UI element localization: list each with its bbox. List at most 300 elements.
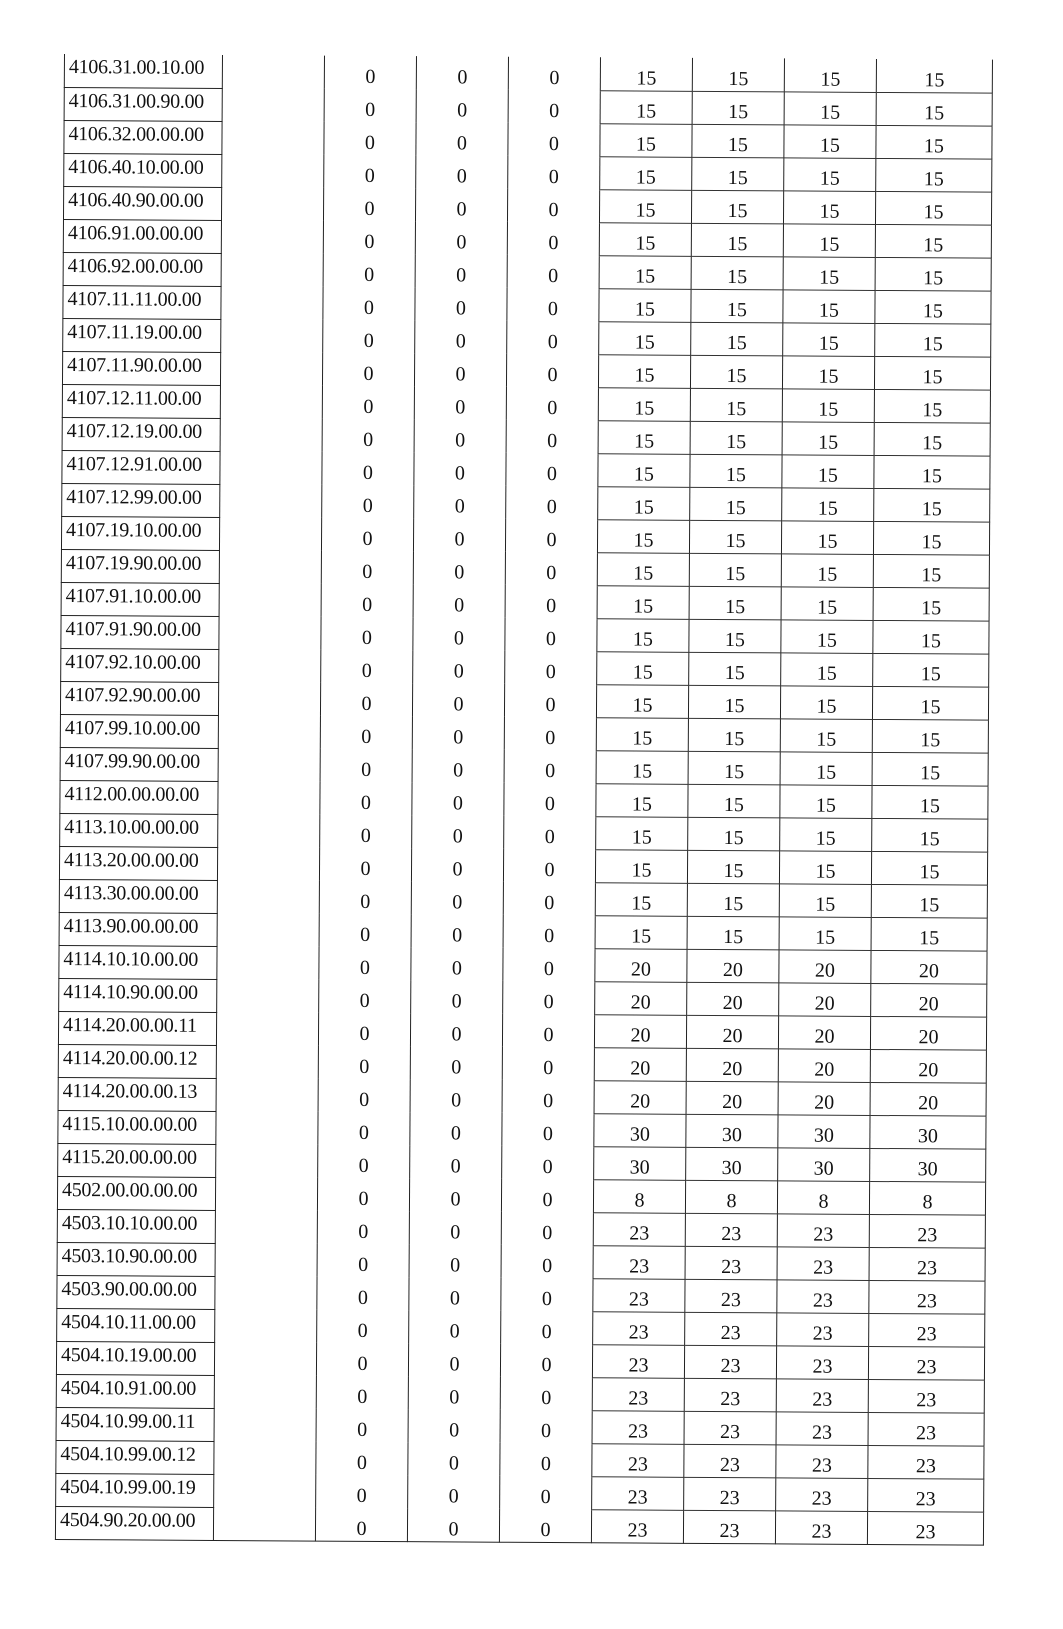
rate-cell-3: 0 — [502, 1113, 594, 1147]
rate-cell-4: 15 — [600, 57, 692, 91]
rate-cell-5: 15 — [690, 421, 782, 455]
rate-cell-1: 0 — [321, 650, 413, 684]
rate-cell-6: 15 — [783, 190, 875, 224]
rate-cell-2: 0 — [416, 89, 508, 123]
rate-cell-7: 15 — [876, 92, 992, 126]
rate-cell-2: 0 — [409, 1244, 501, 1278]
rate-cell-1: 0 — [317, 1244, 409, 1278]
rate-cell-3: 0 — [503, 948, 595, 982]
rate-cell-1: 0 — [323, 221, 415, 255]
rate-cell-5: 20 — [686, 1015, 778, 1049]
rate-cell-1: 0 — [324, 56, 416, 90]
rate-cell-6: 15 — [780, 817, 872, 851]
table-body — [55, 54, 992, 1545]
rate-cell-7: 15 — [875, 257, 991, 291]
rate-cell-1: 0 — [321, 584, 413, 618]
rate-cell-6: 15 — [783, 256, 875, 290]
rate-cell-1: 0 — [318, 1013, 410, 1047]
rate-cell-5: 15 — [687, 850, 779, 884]
rate-cell-4: 15 — [597, 519, 689, 553]
rate-cell-7: 15 — [873, 653, 989, 687]
tariff-code-cell: 4114.20.00.00.11 — [58, 1011, 216, 1045]
empty-cell — [218, 715, 320, 749]
rate-cell-4: 15 — [600, 123, 692, 157]
rate-cell-4: 15 — [595, 849, 687, 883]
tariff-code-cell: 4106.31.00.90.00 — [64, 87, 222, 121]
rate-cell-1: 0 — [316, 1343, 408, 1377]
rate-cell-6: 15 — [780, 784, 872, 818]
rate-cell-4: 15 — [598, 420, 690, 454]
tariff-code-cell: 4114.20.00.00.13 — [58, 1077, 216, 1111]
rate-cell-6: 20 — [778, 1015, 870, 1049]
table-row — [55, 1506, 983, 1545]
rate-cell-1: 0 — [317, 1211, 409, 1245]
empty-cell — [214, 1408, 316, 1442]
rate-cell-5: 23 — [685, 1213, 777, 1247]
rate-cell-1: 0 — [322, 386, 414, 420]
rate-cell-3: 0 — [504, 684, 596, 718]
rate-cell-5: 15 — [689, 553, 781, 587]
empty-cell — [218, 814, 320, 848]
rate-cell-2: 0 — [415, 188, 507, 222]
rate-cell-7: 23 — [868, 1379, 984, 1413]
tariff-code-cell: 4113.30.00.00.00 — [59, 879, 217, 913]
empty-cell — [215, 1210, 317, 1244]
rate-cell-7: 30 — [870, 1148, 986, 1182]
tariff-code-cell: 4504.90.20.00.00 — [55, 1506, 213, 1540]
rate-cell-6: 23 — [777, 1279, 869, 1313]
tariff-code-cell: 4107.91.10.00.00 — [61, 582, 219, 616]
rate-cell-1: 0 — [318, 1112, 410, 1146]
empty-cell — [216, 1045, 318, 1079]
empty-cell — [221, 220, 323, 254]
tariff-code-cell: 4114.10.10.00.00 — [59, 945, 217, 979]
empty-cell — [220, 385, 322, 419]
rate-cell-5: 15 — [687, 916, 779, 950]
rate-cell-4: 15 — [597, 618, 689, 652]
rate-cell-6: 15 — [781, 619, 873, 653]
rate-cell-6: 23 — [777, 1312, 869, 1346]
tariff-code-cell: 4504.10.91.00.00 — [56, 1374, 214, 1408]
rate-cell-2: 0 — [412, 749, 504, 783]
rate-cell-5: 20 — [687, 982, 779, 1016]
rate-cell-3: 0 — [506, 354, 598, 388]
rate-cell-3: 0 — [501, 1311, 593, 1345]
tariff-code-cell: 4107.12.99.00.00 — [62, 483, 220, 517]
rate-cell-2: 0 — [412, 716, 504, 750]
rate-cell-3: 0 — [503, 882, 595, 916]
empty-cell — [219, 517, 321, 551]
rate-cell-6: 15 — [783, 223, 875, 257]
rate-cell-4: 23 — [593, 1311, 685, 1345]
rate-cell-3: 0 — [507, 222, 599, 256]
empty-cell — [215, 1177, 317, 1211]
rate-cell-4: 15 — [599, 222, 691, 256]
rate-cell-4: 15 — [598, 354, 690, 388]
rate-cell-5: 8 — [685, 1180, 777, 1214]
rate-cell-6: 30 — [778, 1147, 870, 1181]
rate-cell-1: 0 — [323, 188, 415, 222]
rate-cell-7: 23 — [868, 1412, 984, 1446]
rate-cell-7: 23 — [868, 1346, 984, 1380]
empty-cell — [216, 1144, 318, 1178]
rate-cell-6: 15 — [780, 685, 872, 719]
rate-cell-3: 0 — [504, 717, 596, 751]
rate-cell-5: 30 — [686, 1147, 778, 1181]
tariff-code-cell: 4107.11.19.00.00 — [63, 318, 221, 352]
rate-cell-5: 15 — [692, 58, 784, 92]
tariff-code-cell: 4113.90.00.00.00 — [59, 912, 217, 946]
rate-cell-2: 0 — [415, 287, 507, 321]
rate-cell-3: 0 — [501, 1212, 593, 1246]
rate-cell-5: 15 — [690, 454, 782, 488]
rate-cell-4: 15 — [597, 585, 689, 619]
rate-cell-4: 20 — [594, 1047, 686, 1081]
empty-cell — [219, 616, 321, 650]
rate-cell-6: 15 — [783, 289, 875, 323]
rate-cell-6: 15 — [780, 718, 872, 752]
rate-cell-3: 0 — [504, 816, 596, 850]
empty-cell — [215, 1276, 317, 1310]
rate-cell-7: 30 — [870, 1115, 986, 1149]
tariff-code-cell: 4107.19.90.00.00 — [61, 549, 219, 583]
rate-cell-2: 0 — [414, 386, 506, 420]
rate-cell-7: 15 — [874, 488, 990, 522]
rate-cell-1: 0 — [319, 980, 411, 1014]
rate-cell-5: 30 — [686, 1114, 778, 1148]
rate-cell-2: 0 — [412, 815, 504, 849]
rate-cell-7: 15 — [873, 587, 989, 621]
rate-cell-2: 0 — [411, 914, 503, 948]
rate-cell-1: 0 — [320, 716, 412, 750]
rate-cell-7: 15 — [873, 620, 989, 654]
rate-cell-4: 15 — [598, 387, 690, 421]
rate-cell-7: 15 — [876, 158, 992, 192]
rate-cell-7: 15 — [873, 554, 989, 588]
rate-cell-3: 0 — [505, 519, 597, 553]
rate-cell-3: 0 — [507, 189, 599, 223]
rate-cell-6: 23 — [777, 1246, 869, 1280]
rate-cell-6: 8 — [777, 1180, 869, 1214]
tariff-code-cell: 4106.92.00.00.00 — [63, 252, 221, 286]
rate-cell-2: 0 — [410, 1046, 502, 1080]
rate-cell-2: 0 — [416, 56, 508, 90]
rate-cell-7: 15 — [874, 356, 990, 390]
rate-cell-1: 0 — [321, 551, 413, 585]
rate-cell-5: 23 — [684, 1411, 776, 1445]
rate-cell-5: 20 — [686, 1048, 778, 1082]
rate-cell-4: 15 — [600, 90, 692, 124]
rate-cell-4: 23 — [592, 1377, 684, 1411]
rate-cell-6: 15 — [782, 355, 874, 389]
tariff-code-cell: 4504.10.99.00.11 — [56, 1407, 214, 1441]
rate-cell-2: 0 — [413, 617, 505, 651]
rate-cell-1: 0 — [321, 518, 413, 552]
rate-cell-1: 0 — [323, 254, 415, 288]
rate-cell-3: 0 — [500, 1377, 592, 1411]
rate-cell-1: 0 — [319, 914, 411, 948]
rate-cell-4: 23 — [593, 1212, 685, 1246]
rate-cell-4: 23 — [592, 1443, 684, 1477]
rate-cell-6: 15 — [782, 421, 874, 455]
tariff-code-cell: 4107.92.10.00.00 — [61, 648, 219, 682]
rate-cell-6: 15 — [784, 58, 876, 92]
rate-cell-5: 15 — [688, 718, 780, 752]
rate-cell-4: 30 — [594, 1113, 686, 1147]
rate-cell-1: 0 — [318, 1145, 410, 1179]
rate-cell-4: 20 — [595, 948, 687, 982]
empty-cell — [215, 1243, 317, 1277]
rate-cell-7: 20 — [870, 1049, 986, 1083]
rate-cell-5: 15 — [688, 817, 780, 851]
rate-cell-6: 15 — [782, 388, 874, 422]
rate-cell-4: 15 — [599, 288, 691, 322]
rate-cell-1: 0 — [319, 881, 411, 915]
rate-cell-7: 15 — [871, 917, 987, 951]
rate-cell-6: 15 — [782, 454, 874, 488]
tariff-code-cell: 4115.10.00.00.00 — [58, 1110, 216, 1144]
tariff-code-cell: 4107.12.91.00.00 — [62, 450, 220, 484]
rate-cell-4: 23 — [593, 1245, 685, 1279]
rate-cell-7: 23 — [868, 1478, 984, 1512]
rate-cell-1: 0 — [320, 683, 412, 717]
rate-cell-6: 20 — [779, 949, 871, 983]
rate-cell-4: 15 — [596, 684, 688, 718]
rate-cell-2: 0 — [414, 419, 506, 453]
rate-cell-6: 15 — [781, 553, 873, 587]
rate-cell-2: 0 — [412, 683, 504, 717]
rate-cell-2: 0 — [415, 254, 507, 288]
empty-cell — [216, 1078, 318, 1112]
rate-cell-7: 20 — [871, 983, 987, 1017]
rate-cell-7: 20 — [870, 1016, 986, 1050]
rate-cell-7: 15 — [875, 290, 991, 324]
rate-cell-7: 15 — [874, 422, 990, 456]
rate-cell-6: 15 — [781, 586, 873, 620]
rate-cell-6: 15 — [779, 883, 871, 917]
rate-cell-5: 15 — [691, 190, 783, 224]
rate-cell-5: 23 — [685, 1279, 777, 1313]
rate-cell-2: 0 — [408, 1442, 500, 1476]
rate-cell-7: 20 — [870, 1082, 986, 1116]
rate-cell-2: 0 — [410, 1145, 502, 1179]
tariff-code-cell: 4107.12.11.00.00 — [62, 384, 220, 418]
rate-cell-5: 23 — [685, 1246, 777, 1280]
rate-cell-3: 0 — [508, 57, 600, 91]
rate-cell-3: 0 — [499, 1509, 591, 1543]
rate-cell-1: 0 — [320, 782, 412, 816]
rate-cell-1: 0 — [324, 155, 416, 189]
empty-cell — [214, 1342, 316, 1376]
rate-cell-2: 0 — [413, 584, 505, 618]
rate-cell-7: 8 — [869, 1181, 985, 1215]
rate-cell-7: 15 — [874, 389, 990, 423]
rate-cell-4: 20 — [595, 981, 687, 1015]
rate-cell-3: 0 — [500, 1410, 592, 1444]
rate-cell-7: 15 — [876, 125, 992, 159]
rate-cell-1: 0 — [316, 1475, 408, 1509]
tariff-code-cell: 4107.11.11.00.00 — [63, 285, 221, 319]
rate-cell-3: 0 — [503, 915, 595, 949]
rate-cell-7: 15 — [872, 686, 988, 720]
rate-cell-6: 15 — [779, 850, 871, 884]
empty-cell — [215, 1309, 317, 1343]
empty-cell — [221, 187, 323, 221]
tariff-code-cell: 4106.91.00.00.00 — [63, 219, 221, 253]
rate-cell-3: 0 — [504, 783, 596, 817]
empty-cell — [221, 253, 323, 287]
rate-cell-4: 15 — [596, 717, 688, 751]
empty-cell — [214, 1474, 316, 1508]
rate-cell-6: 15 — [780, 751, 872, 785]
rate-cell-6: 20 — [779, 982, 871, 1016]
rate-cell-1: 0 — [319, 848, 411, 882]
rate-cell-1: 0 — [322, 419, 414, 453]
rate-cell-3: 0 — [506, 420, 598, 454]
rate-cell-1: 0 — [315, 1508, 407, 1542]
tariff-code-cell: 4504.10.11.00.00 — [57, 1308, 215, 1342]
rate-cell-2: 0 — [409, 1310, 501, 1344]
rate-cell-2: 0 — [411, 881, 503, 915]
rate-cell-3: 0 — [508, 123, 600, 157]
rate-cell-5: 23 — [683, 1510, 775, 1544]
rate-cell-4: 15 — [598, 453, 690, 487]
rate-cell-5: 15 — [691, 289, 783, 323]
rate-cell-4: 23 — [592, 1410, 684, 1444]
rate-cell-5: 15 — [688, 784, 780, 818]
rate-cell-5: 15 — [690, 355, 782, 389]
rate-cell-2: 0 — [416, 122, 508, 156]
rate-cell-1: 0 — [322, 452, 414, 486]
rate-cell-1: 0 — [320, 815, 412, 849]
rate-cell-7: 23 — [868, 1445, 984, 1479]
rate-cell-2: 0 — [412, 782, 504, 816]
empty-cell — [222, 154, 324, 188]
rate-cell-5: 15 — [688, 751, 780, 785]
tariff-code-cell: 4503.90.00.00.00 — [57, 1275, 215, 1309]
rate-cell-6: 23 — [776, 1411, 868, 1445]
tariff-code-cell: 4107.91.90.00.00 — [61, 615, 219, 649]
rate-cell-1: 0 — [324, 122, 416, 156]
rate-cell-4: 15 — [595, 882, 687, 916]
rate-cell-6: 23 — [776, 1345, 868, 1379]
rate-cell-6: 20 — [778, 1048, 870, 1082]
rate-cell-2: 0 — [413, 518, 505, 552]
rate-cell-5: 15 — [692, 157, 784, 191]
rate-cell-1: 0 — [319, 947, 411, 981]
rate-cell-7: 15 — [872, 752, 988, 786]
rate-cell-7: 23 — [869, 1280, 985, 1314]
rate-cell-6: 15 — [781, 652, 873, 686]
rate-cell-5: 15 — [690, 487, 782, 521]
empty-cell — [220, 451, 322, 485]
tariff-code-cell: 4503.10.10.00.00 — [57, 1209, 215, 1243]
rate-cell-4: 23 — [592, 1476, 684, 1510]
rate-cell-3: 0 — [506, 387, 598, 421]
tariff-code-cell: 4115.20.00.00.00 — [58, 1143, 216, 1177]
tariff-code-cell: 4504.10.19.00.00 — [56, 1341, 214, 1375]
rate-cell-5: 15 — [690, 388, 782, 422]
empty-cell — [219, 550, 321, 584]
empty-cell — [217, 847, 319, 881]
tariff-code-cell: 4107.99.90.00.00 — [60, 747, 218, 781]
rate-cell-3: 0 — [508, 90, 600, 124]
rate-cell-6: 15 — [779, 916, 871, 950]
empty-cell — [216, 1111, 318, 1145]
empty-cell — [216, 1012, 318, 1046]
rate-cell-5: 20 — [687, 949, 779, 983]
rate-cell-3: 0 — [502, 1014, 594, 1048]
empty-cell — [218, 682, 320, 716]
rate-cell-5: 15 — [691, 256, 783, 290]
rate-cell-1: 0 — [323, 320, 415, 354]
rate-cell-6: 15 — [784, 91, 876, 125]
tariff-code-cell: 4114.20.00.00.12 — [58, 1044, 216, 1078]
rate-cell-5: 23 — [684, 1444, 776, 1478]
rate-cell-3: 0 — [505, 585, 597, 619]
rate-cell-1: 0 — [322, 485, 414, 519]
rate-cell-4: 30 — [594, 1146, 686, 1180]
tariff-code-cell: 4106.32.00.00.00 — [64, 120, 222, 154]
rate-cell-4: 15 — [598, 486, 690, 520]
rate-cell-5: 15 — [691, 322, 783, 356]
empty-cell — [221, 286, 323, 320]
rate-cell-5: 15 — [687, 883, 779, 917]
tariff-code-cell: 4107.92.90.00.00 — [60, 681, 218, 715]
rate-cell-4: 15 — [596, 783, 688, 817]
rate-cell-4: 15 — [596, 750, 688, 784]
rate-cell-5: 15 — [689, 586, 781, 620]
tariff-code-cell: 4107.12.19.00.00 — [62, 417, 220, 451]
rate-cell-5: 23 — [684, 1477, 776, 1511]
rate-cell-3: 0 — [502, 1080, 594, 1114]
empty-cell — [213, 1507, 315, 1541]
tariff-code-cell: 4112.00.00.00.00 — [60, 780, 218, 814]
rate-cell-6: 15 — [784, 124, 876, 158]
tariff-table — [55, 54, 993, 1545]
empty-cell — [222, 88, 324, 122]
rate-cell-4: 15 — [597, 651, 689, 685]
rate-cell-3: 0 — [507, 255, 599, 289]
rate-cell-7: 15 — [875, 224, 991, 258]
rate-cell-2: 0 — [413, 551, 505, 585]
tariff-code-cell: 4106.40.90.00.00 — [63, 186, 221, 220]
rate-cell-2: 0 — [414, 452, 506, 486]
rate-cell-6: 20 — [778, 1081, 870, 1115]
tariff-code-cell: 4114.10.90.00.00 — [59, 978, 217, 1012]
rate-cell-4: 20 — [594, 1014, 686, 1048]
rate-cell-2: 0 — [408, 1475, 500, 1509]
empty-cell — [217, 979, 319, 1013]
rate-cell-4: 15 — [600, 156, 692, 190]
rate-cell-5: 23 — [684, 1378, 776, 1412]
tariff-code-cell: 4106.40.10.00.00 — [64, 153, 222, 187]
rate-cell-1: 0 — [318, 1079, 410, 1113]
rate-cell-3: 0 — [505, 618, 597, 652]
rate-cell-2: 0 — [415, 221, 507, 255]
empty-cell — [218, 748, 320, 782]
rate-cell-3: 0 — [501, 1245, 593, 1279]
empty-cell — [220, 352, 322, 386]
rate-cell-7: 15 — [872, 818, 988, 852]
rate-cell-4: 8 — [593, 1179, 685, 1213]
tariff-code-cell: 4107.99.10.00.00 — [60, 714, 218, 748]
rate-cell-3: 0 — [503, 849, 595, 883]
tariff-code-cell: 4113.10.00.00.00 — [60, 813, 218, 847]
rate-cell-7: 15 — [872, 719, 988, 753]
empty-cell — [219, 583, 321, 617]
rate-cell-3: 0 — [500, 1344, 592, 1378]
